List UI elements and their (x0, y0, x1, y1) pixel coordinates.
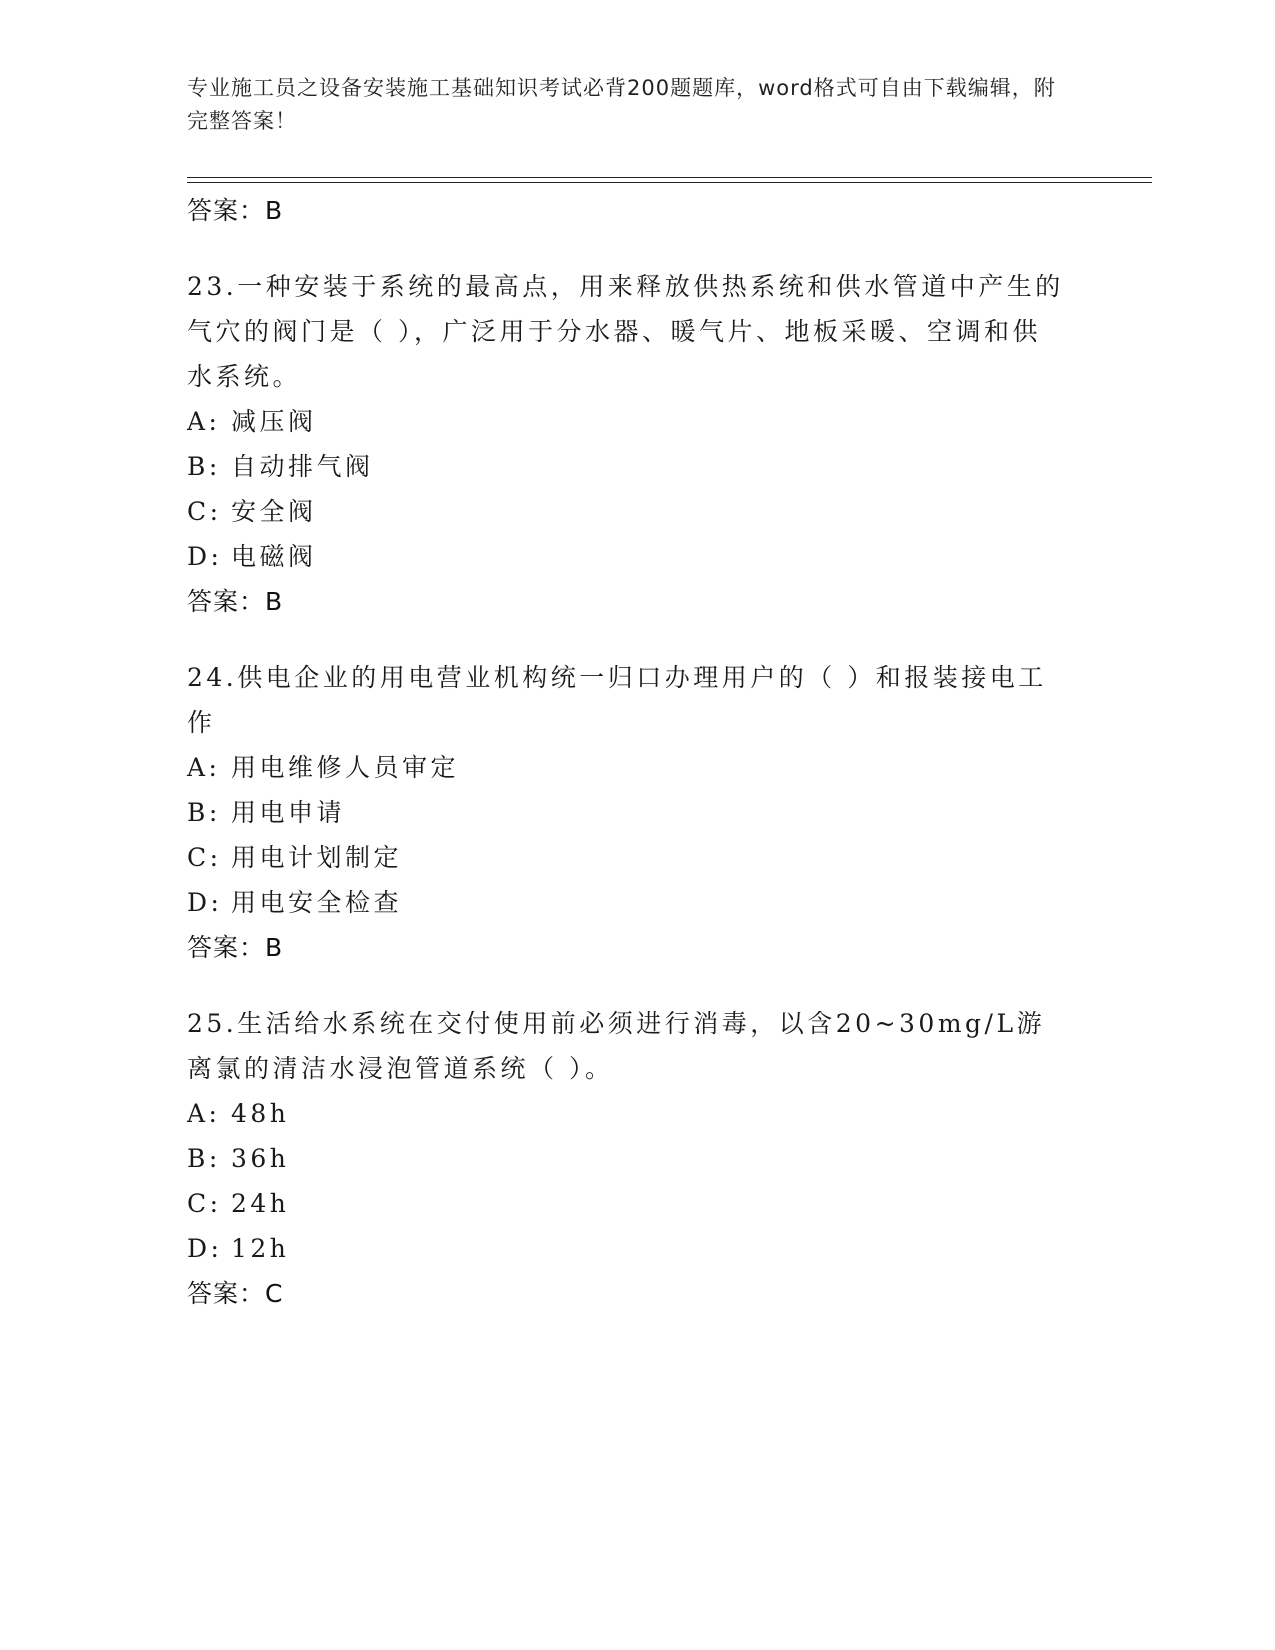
option-letter: A: (187, 1099, 221, 1128)
previous-question-answer: 答案：B (187, 196, 284, 225)
question-text: 25.生活给水系统在交付使用前必须进行消毒，以含20~30mg/L游离氯的清洁水浸泡管道系统（ ）。 (187, 1009, 1046, 1083)
answer-label: 答案：B (187, 933, 284, 962)
option-c (187, 1181, 1067, 1226)
question-list (187, 188, 1067, 1316)
option-a (187, 399, 1067, 444)
page-header: 专业施工员之设备安装施工基础知识考试必背200题题库，word格式可自由下载编辑，附完整答案！ (187, 76, 1056, 133)
option-text: 用电安全检查 (231, 888, 403, 917)
option-letter: D: (187, 542, 223, 571)
question-text: 23.一种安装于系统的最高点，用来释放供热系统和供水管道中产生的气穴的阀门是（ ），广泛用于分水器、暖气片、地板采暖、空调和供水系统。 (187, 272, 1064, 391)
option-letter: D: (187, 888, 223, 917)
option-letter: A: (187, 407, 221, 436)
option-text: 减压阀 (231, 407, 317, 436)
header-divider-top (187, 177, 1152, 178)
option-d (187, 534, 1067, 579)
option-b (187, 444, 1067, 489)
header-divider-bottom (187, 182, 1152, 183)
question-24 (187, 655, 1067, 970)
option-text: 36h (231, 1144, 290, 1173)
option-text: 用电维修人员审定 (231, 753, 460, 782)
option-letter: C: (187, 497, 222, 526)
answer-label: 答案：C (187, 1279, 284, 1308)
option-text: 安全阀 (231, 497, 317, 526)
option-b (187, 1136, 1067, 1181)
option-text: 用电计划制定 (231, 843, 403, 872)
answer-label: 答案：B (187, 587, 284, 616)
option-text: 12h (231, 1234, 290, 1263)
option-letter: A: (187, 753, 221, 782)
option-text: 自动排气阀 (231, 452, 374, 481)
option-letter: D: (187, 1234, 223, 1263)
option-letter: B: (187, 1144, 221, 1173)
option-text: 电磁阀 (231, 542, 317, 571)
option-letter: B: (187, 798, 221, 827)
question-25 (187, 1001, 1067, 1316)
option-d (187, 880, 1067, 925)
option-letter: B: (187, 452, 221, 481)
question-23 (187, 264, 1067, 624)
question-text: 24.供电企业的用电营业机构统一归口办理用户的（ ）和报装接电工作 (187, 663, 1047, 737)
option-c (187, 489, 1067, 534)
option-a (187, 1091, 1067, 1136)
option-text: 用电申请 (231, 798, 346, 827)
option-letter: C: (187, 1189, 222, 1218)
option-text: 24h (231, 1189, 290, 1218)
option-b (187, 790, 1067, 835)
option-a (187, 745, 1067, 790)
option-c (187, 835, 1067, 880)
option-d (187, 1226, 1067, 1271)
option-text: 48h (231, 1099, 290, 1128)
option-letter: C: (187, 843, 222, 872)
